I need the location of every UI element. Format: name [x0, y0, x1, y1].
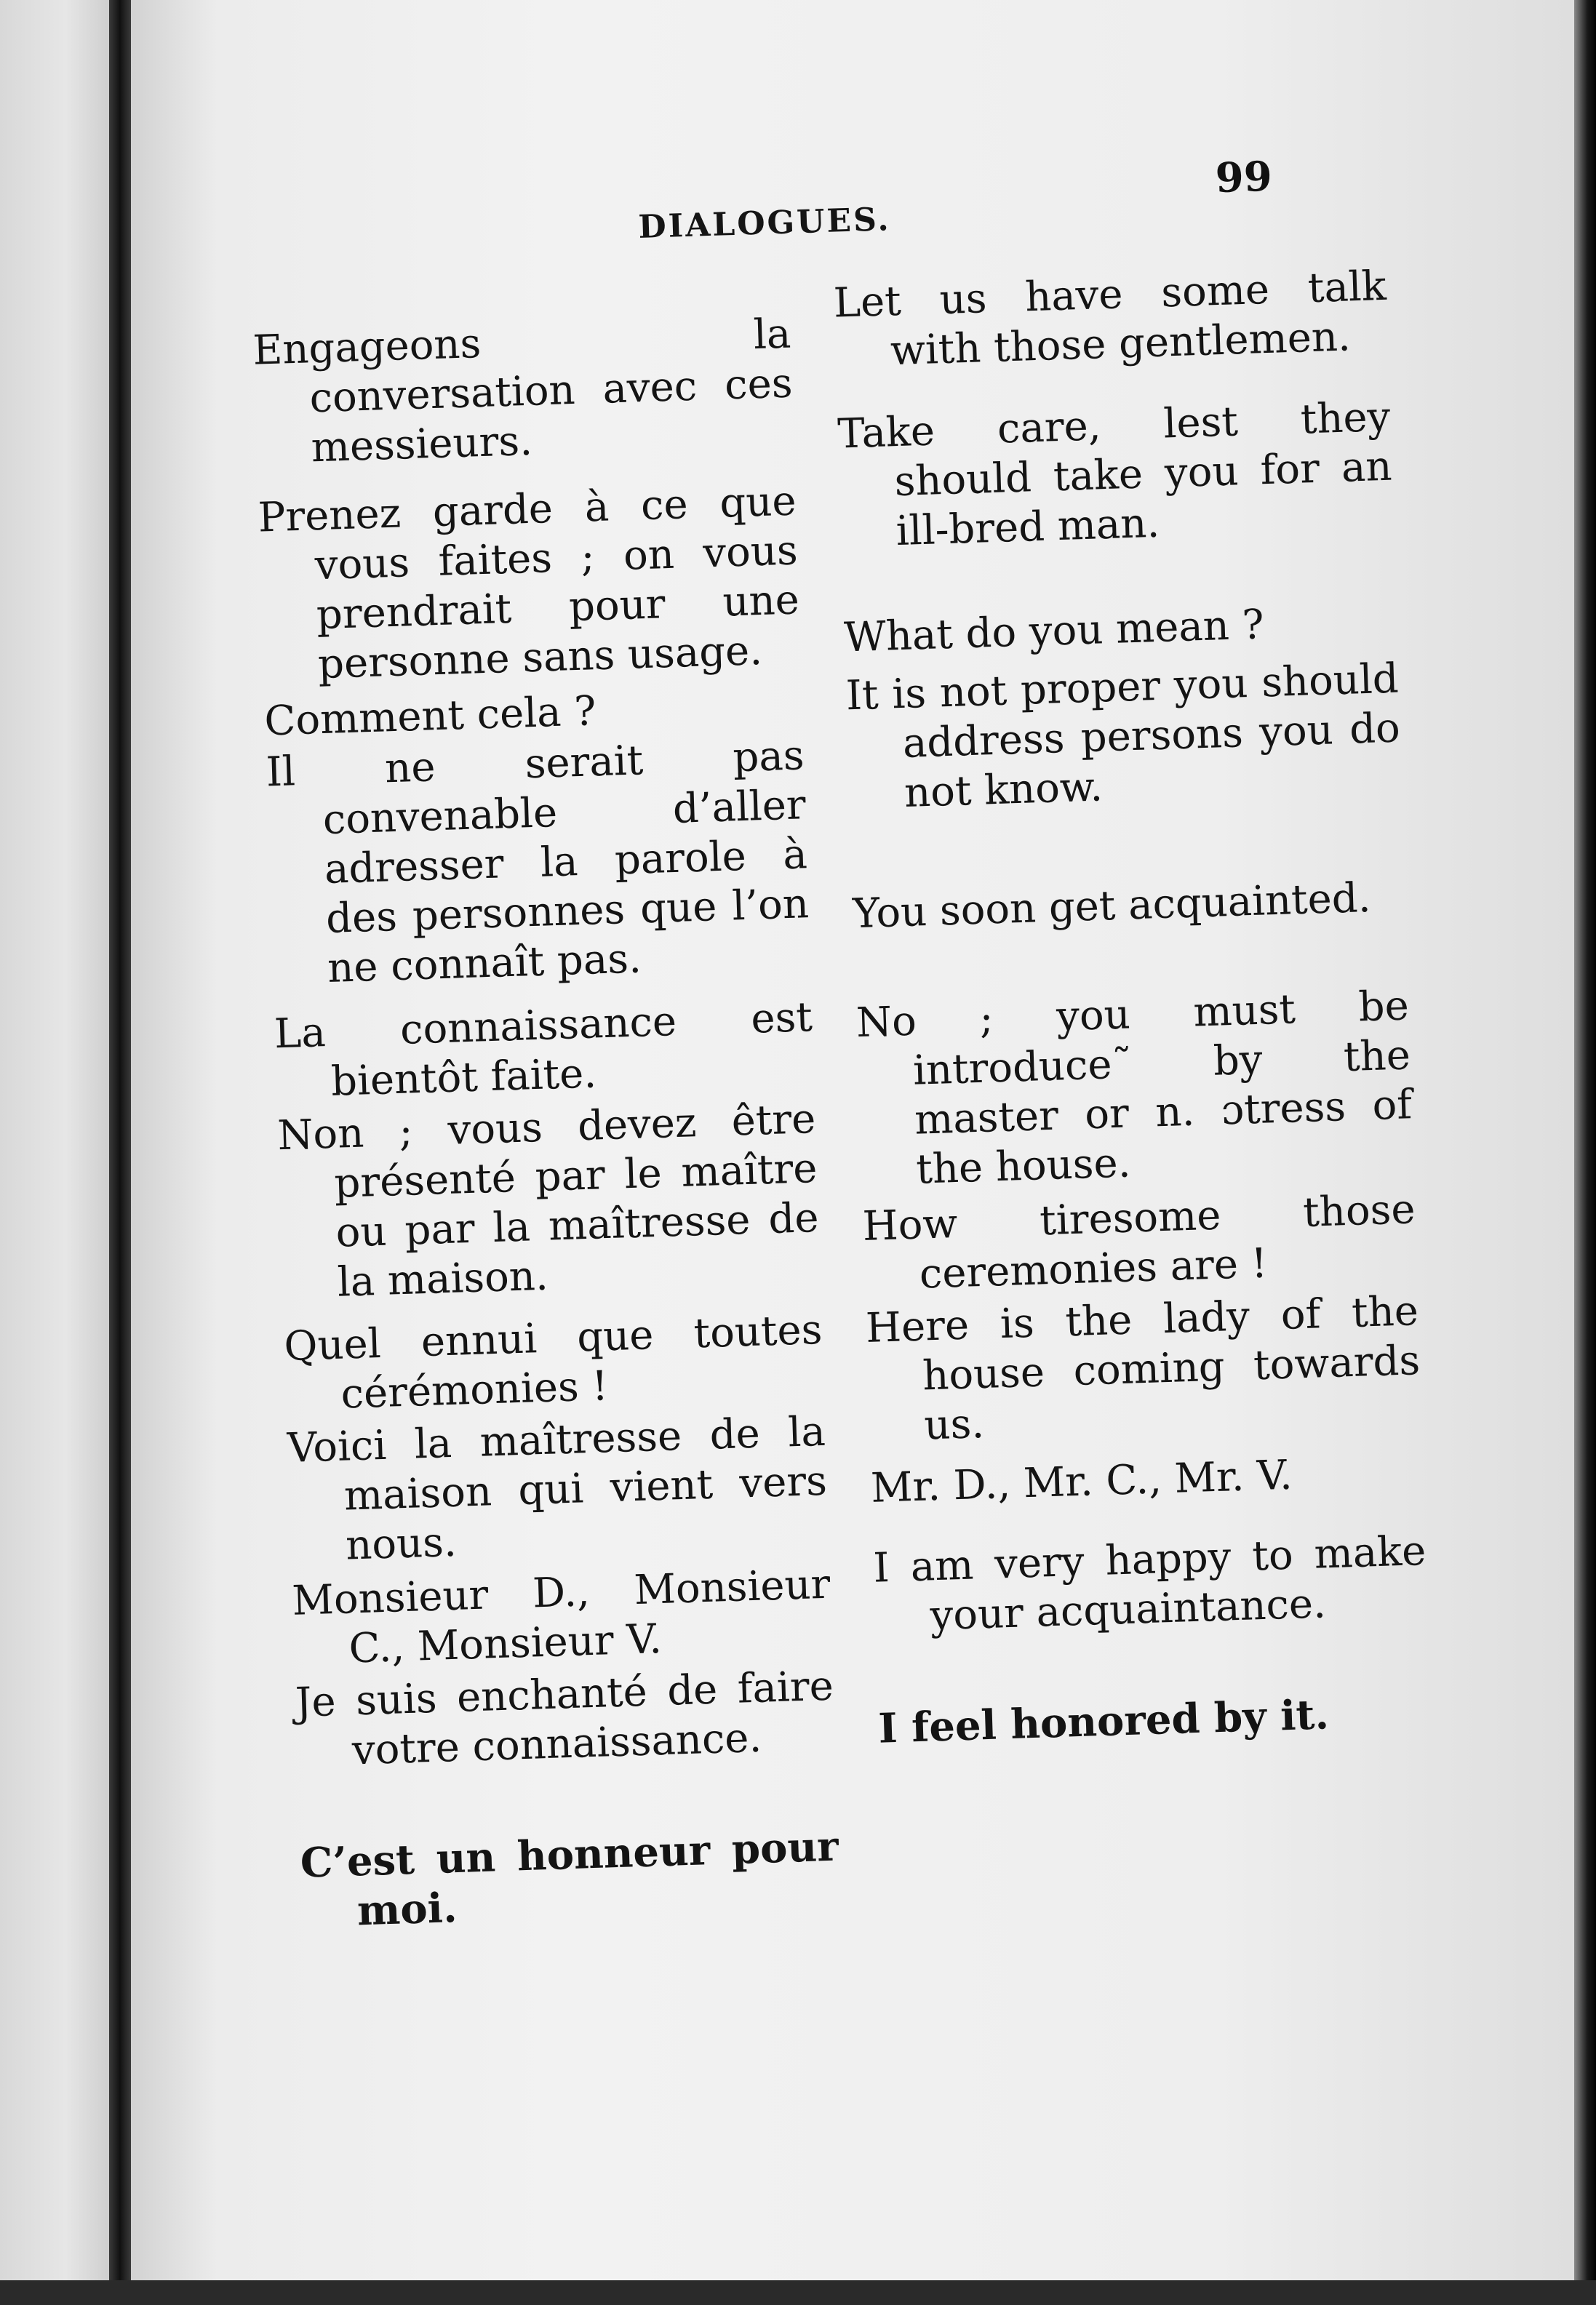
english-line: Let us have some talk with those gentlemen. [832, 262, 1387, 375]
english-line: You soon get acquainted. [852, 874, 1372, 938]
english-line: Mr. D., Mr. C., Mr. V. [870, 1451, 1293, 1512]
french-line: La connaissance est bientôt faite. [274, 994, 813, 1106]
french-line: Voici la maîtresse de la maison qui vient vers nous. [286, 1407, 828, 1570]
french-line: Quel ennui que toutes cérémonies ! [283, 1306, 823, 1418]
english-line: How tiresome those ceremonies are ! [861, 1186, 1416, 1298]
facing-page-edge [0, 0, 109, 2280]
english-line: No ; you must be introduce˜ by the master or n. ɔtress of the house. [855, 982, 1413, 1194]
english-column [832, 262, 1427, 1753]
french-line: Prenez garde à ce que vous faites ; on vous prendrait pour une personne sans usage. [257, 477, 800, 689]
french-line: Je suis enchanté de faire votre connaissance. [294, 1662, 834, 1775]
french-line: Monsieur D., Monsieur C., Monsieur V. [291, 1560, 831, 1673]
book-page [131, 0, 1574, 2280]
french-line: Comment cela ? [263, 687, 597, 746]
english-line: It is not proper you should address persons you do not know. [845, 655, 1401, 817]
french-line: Non ; vous devez être présenté par le maître ou par la maîtresse de la maison. [276, 1095, 820, 1306]
english-line: Take care, lest they should take you for an ill-bred man. [837, 393, 1393, 556]
page-number: 99 [1214, 152, 1273, 203]
french-column [252, 309, 839, 1936]
english-line: What do you mean ? [843, 601, 1265, 662]
english-line: I am very happy to make your acquaintance. [872, 1527, 1427, 1640]
french-line: C’est un honneur pour moi. [299, 1822, 839, 1936]
english-line: Here is the lady of the house coming towards us. [865, 1287, 1421, 1450]
page-content [97, 0, 1596, 2305]
running-head: DIALOGUES. [637, 201, 892, 247]
english-line: I feel honored by it. [877, 1690, 1330, 1753]
french-line: Il ne serait pas convenable d’aller adresser la parole à des personnes que l’on ne connaît pas. [265, 732, 810, 992]
french-line: Engageons la conversation avec ces messieurs. [252, 310, 794, 472]
